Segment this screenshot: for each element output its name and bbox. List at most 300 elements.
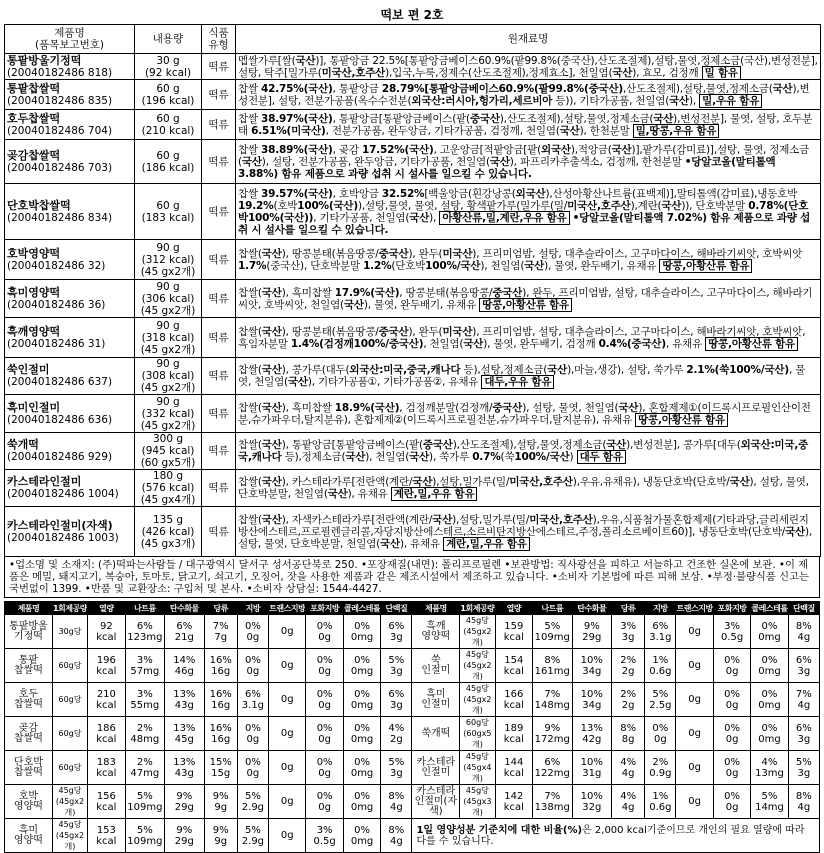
nutrition-chol-value: 0% <box>761 722 778 734</box>
nutrition-kcal <box>88 649 125 683</box>
nutrition-carb-value: 13% <box>580 722 603 734</box>
nutrition-fat <box>645 615 676 649</box>
ingredient-text: , 천일염( <box>423 337 464 350</box>
nutrition-na-amount: 122mg <box>534 767 570 779</box>
nutrition-na-amount: 172mg <box>534 733 570 745</box>
product-code: (20040182486 31) <box>7 337 106 350</box>
ingredient-text: ), 카스테라가루[전란액(계란/ <box>281 476 413 488</box>
nutrition-kcal-value: 166 <box>504 688 524 700</box>
header-name: 제품명 (품목보고번호) <box>5 25 135 54</box>
product-capacity-cell <box>135 140 202 184</box>
nutrition-pro-amount: 2g <box>389 733 403 745</box>
nutrition-pro-amount: 4g <box>797 631 811 643</box>
ingredient-bold: 국산 <box>729 476 750 488</box>
ingredient-text: ),설탕,밀가루(밀/ <box>432 476 510 488</box>
ingredient-text: ),변성전분], 설탕, 탁주[밀가루( <box>238 54 818 79</box>
nutrition-carb <box>572 615 612 649</box>
nutrition-pro-value: 8% <box>795 620 812 632</box>
product-cap1: 60 g <box>156 82 180 95</box>
ingredient-bold: 미국산,호주산 <box>321 66 386 79</box>
nutrition-pro-amount: 4g <box>797 699 811 711</box>
ingredient-bold: 100%/국산 <box>425 259 481 272</box>
product-cap3: (45 gx4개) <box>140 494 196 506</box>
nutrition-carb-value: 9% <box>176 790 193 802</box>
nutrition-na-value: 5% <box>136 824 153 836</box>
nutrition-sugar-value: 16% <box>209 688 232 700</box>
product-type: 떡류 <box>202 318 236 358</box>
nutrition-kcal-amount: kcal <box>96 767 117 779</box>
nutrition-chol-amount: 0mg <box>758 733 781 745</box>
product-cap2: (576 kcal) <box>141 482 195 494</box>
nutrition-carb-amount: 31g <box>582 767 602 779</box>
product-row <box>5 358 821 395</box>
nutrition-chol-value: 0% <box>354 790 370 802</box>
nutrition-trans: 0g <box>269 785 306 819</box>
nutrition-chol <box>751 751 788 785</box>
nutrition-sat <box>306 683 343 717</box>
nutrition-sugar-value: 7% <box>212 620 229 632</box>
nutrition-chol-amount: 14mg <box>755 801 784 813</box>
product-capacity-cell <box>135 433 202 470</box>
nutrition-chol-amount: 13mg <box>755 767 784 779</box>
product-cap2: (210 kcal) <box>141 124 195 137</box>
nutrition-kcal <box>495 717 532 751</box>
ingredient-text: ), 땅콩분태(볶음땅콩/ <box>281 325 379 338</box>
ingredient-text: ), 완두( <box>408 325 443 338</box>
nutrition-kcal <box>495 649 532 683</box>
nutrition-product-name: 통팥 찹쌀떡 <box>5 649 53 683</box>
nutrition-na-value: 8% <box>544 654 561 666</box>
nutrition-product-name: 흑미 인절미 <box>412 683 460 717</box>
nutrition-sugar <box>612 751 645 785</box>
product-type: 떡류 <box>202 395 236 433</box>
product-cap1: 180 g <box>152 470 184 482</box>
ingredient-text: )), 단호박분말 <box>681 199 749 212</box>
nutrition-chol-value: 0% <box>761 688 778 700</box>
nutrition-trans: 0g <box>676 649 713 683</box>
nutrition-kcal-amount: kcal <box>96 699 117 711</box>
nutrition-serving: 45g당 (45gx2개) <box>460 615 495 649</box>
ingredient-bold: 국산 <box>380 537 400 550</box>
ingredient-bold: 38.97%(국산) <box>261 112 333 125</box>
ingredient-text: ), 프리미엄밤, 설탕, 대추슬라이스, 고구마다이스, 해바라기씨앗, 호박씨앗, 흑임자분말 <box>238 325 806 350</box>
nutrition-kcal <box>88 615 125 649</box>
nutrition-chol-amount: 0mg <box>350 801 374 813</box>
ingredient-bold: 외국산:미국,중국,캐나다 <box>349 364 461 376</box>
nutrition-kcal-value: 159 <box>504 620 524 632</box>
nutrition-fat <box>237 819 268 853</box>
nutrition-pro-value: 6% <box>795 654 812 666</box>
nutrition-trans: 0g <box>676 683 713 717</box>
nutrition-na-amount: 55mg <box>130 699 160 711</box>
nutrition-trans: 0g <box>269 615 306 649</box>
nutrition-kcal-amount: kcal <box>96 733 117 745</box>
nutrition-chol-amount: 0mg <box>350 767 374 779</box>
ingredient-text: )],팥가루(감미료)],설탕, 물엿, 정제소금( <box>238 143 810 168</box>
product-type: 떡류 <box>202 54 236 80</box>
ingredient-text: ,산도조절제),설탕,물엿,정제소금( <box>594 54 745 67</box>
product-ingredients <box>236 395 821 433</box>
nutrition-kcal-amount: kcal <box>96 835 117 847</box>
nutrition-sugar-value: 2% <box>620 654 637 666</box>
nutrition-kcal-value: 142 <box>504 790 524 802</box>
nutrition-kcal-amount: kcal <box>96 665 117 677</box>
ingredient-text: 찹쌀( <box>238 401 262 414</box>
nutrition-chol-amount: 0mg <box>350 699 374 711</box>
nutrition-pro <box>381 751 412 785</box>
nutrition-serving: 60g당 <box>52 751 87 785</box>
nutrition-trans: 0g <box>269 751 306 785</box>
product-ingredients <box>236 470 821 507</box>
ingredient-text: ), 완두, 프리미엄밤, 설탕, 대추슬라이스, 고구마다이스, 해바라기씨앗, 호박씨앗, 천일염( <box>238 286 813 311</box>
nutrition-pro-amount: 3g <box>389 767 403 779</box>
nutrition-trans: 0g <box>676 615 713 649</box>
product-cap2: (426 kcal) <box>141 525 195 538</box>
product-cap3: (45 gx2개) <box>140 419 196 432</box>
nutrition-sat-amount: 0.5g <box>313 835 336 847</box>
nutrition-sat-amount: 0g <box>318 733 331 745</box>
ingredient-bold: 중국산 <box>469 112 500 125</box>
nutrition-kcal-value: 144 <box>504 756 524 768</box>
nutrition-product-name: 곶감 찹쌀떡 <box>5 717 53 751</box>
nutrition-kcal-amount: kcal <box>503 801 524 813</box>
nutrition-na <box>125 751 165 785</box>
nutrition-chol-value: 0% <box>354 688 370 700</box>
product-row <box>5 80 821 110</box>
nutrition-header-cell: 당류 <box>612 602 645 615</box>
nutrition-sat <box>306 717 343 751</box>
product-ingredients <box>236 110 821 140</box>
product-cap1: 60 g <box>156 199 180 212</box>
nutrition-sugar-amount: 4g <box>621 801 635 813</box>
ingredient-bold: 외국산:러시아,헝가리,세르비아 <box>411 94 553 107</box>
product-type: 떡류 <box>202 184 236 240</box>
nutrition-header-cell: 콜레스테롤 <box>343 603 381 613</box>
nutrition-pro-amount: 3g <box>389 699 403 711</box>
ingredient-bold: 국산 <box>261 286 282 299</box>
product-name: 호박영양떡 <box>7 246 61 260</box>
allergen-box: 땅콩,아황산류 함유 <box>479 298 572 312</box>
nutrition-kcal-amount: kcal <box>96 631 117 643</box>
nutrition-sugar-value: 16% <box>209 654 232 666</box>
nutrition-chol <box>751 683 788 717</box>
nutrition-sugar <box>612 649 645 683</box>
product-cap1: 90 g <box>156 241 180 254</box>
product-ingredients <box>236 184 821 240</box>
nutrition-sugar <box>612 717 645 751</box>
nutrition-sat-value: 0% <box>316 722 333 734</box>
nutrition-fat-value: 0% <box>652 722 669 734</box>
product-row <box>5 507 821 557</box>
product-cap1: 60 g <box>156 149 180 162</box>
ingredient-bold: 국산 <box>489 155 510 168</box>
ingredient-text: ), 물엿, 완두배기, 유채유 <box>363 298 480 311</box>
ingredient-bold: 미국산,호주산 <box>509 476 573 488</box>
nutrition-carb-value: 14% <box>173 654 196 666</box>
nutrition-fat-value: 5% <box>652 688 669 700</box>
ingredient-bold: •당알코올(말티톨액 7.02%) 함유 제품으로 과량 섭취 시 설사를 일으킬 수 있습니다. <box>238 211 811 236</box>
nutrition-na-amount: 123mg <box>127 631 163 643</box>
nutrition-product-name: 호박 영양떡 <box>5 785 53 819</box>
ingredient-text: , 호박앙금 <box>332 187 382 200</box>
ingredient-text: , 유채유 <box>665 337 706 350</box>
nutrition-sat-value: 3% <box>316 824 333 836</box>
product-name-cell <box>5 140 135 184</box>
nutrition-fat-amount: 0.9g <box>649 767 672 779</box>
nutrition-serving: 45g당 (45gx2개) <box>460 649 495 683</box>
nutrition-sugar-value: 15% <box>209 756 232 768</box>
product-capacity-cell <box>135 318 202 358</box>
nutrition-chol <box>343 751 380 785</box>
nutrition-na <box>533 785 573 819</box>
nutrition-na-value: 9% <box>544 722 561 734</box>
nutrition-pro <box>381 785 412 819</box>
nutrition-sugar-value: 9% <box>212 790 229 802</box>
nutrition-header-row <box>5 602 820 615</box>
nutrition-na-value: 7% <box>544 688 561 700</box>
product-cap2: (312 kcal) <box>141 253 195 266</box>
ingredient-text: , 물엿, 천일염( <box>238 364 806 388</box>
nutrition-trans: 0g <box>676 751 713 785</box>
ingredient-bold: 39.57%(국산) <box>261 187 333 200</box>
nutrition-na-amount: 109mg <box>127 801 163 813</box>
nutrition-sat <box>306 615 343 649</box>
product-cap1: 90 g <box>156 358 180 370</box>
nutrition-pro-value: 5% <box>388 654 405 666</box>
nutrition-chol <box>343 683 380 717</box>
ingredient-text: ),산도조절제),설탕,물엿,정제소금( <box>452 439 607 451</box>
nutrition-pro <box>788 751 819 785</box>
product-cap3: (45 gx2개) <box>140 343 196 356</box>
nutrition-header-cell: 1회제공량 <box>460 603 495 613</box>
nutrition-header-cell: 당류 <box>204 602 237 615</box>
nutrition-carb-value: 10% <box>580 688 603 700</box>
nutrition-carb-amount: 29g <box>174 835 194 847</box>
nutrition-carb <box>572 649 612 683</box>
product-type: 떡류 <box>202 80 236 110</box>
ingredient-bold: 외국산:미국,중국,캐나다 <box>238 439 809 463</box>
nutrition-trans: 0g <box>269 649 306 683</box>
product-name: 카스테라인절미(자색) <box>7 518 113 532</box>
allergen-box: 아황산류,밀,계란,우유 함유 <box>439 211 569 225</box>
ingredient-bold: 국산 <box>261 325 282 338</box>
nutrition-sat-amount: 0g <box>725 801 739 813</box>
nutrition-carb-value: 13% <box>173 688 196 700</box>
product-capacity-cell <box>135 507 202 557</box>
ingredient-text: , 고운앙금[적팥앙금[팥( <box>433 143 542 156</box>
nutrition-header-cell: 제품명 <box>5 602 53 615</box>
nutrition-sat-amount: 0.5g <box>720 631 744 643</box>
nutrition-carb-value: 9% <box>176 824 193 836</box>
ingredient-bold: 국산 <box>611 143 632 156</box>
nutrition-sat <box>713 717 750 751</box>
product-name-cell <box>5 184 135 240</box>
ingredient-bold: 미국산 <box>442 325 473 338</box>
nutrition-fat-amount: 0g <box>246 665 260 677</box>
nutrition-fat-amount: 0g <box>246 733 260 745</box>
product-name: 쑥인절미 <box>7 363 50 376</box>
nutrition-carb-amount: 32g <box>582 801 602 813</box>
nutrition-header-cell: 열량 <box>88 602 125 615</box>
nutrition-sugar-amount: 16g <box>211 665 231 677</box>
ingredient-bold: 국산 <box>287 376 308 388</box>
nutrition-sat-amount: 0g <box>318 699 331 711</box>
nutrition-sat-amount: 0g <box>725 665 739 677</box>
allergen-box: 대두,우유 함유 <box>481 375 554 389</box>
ingredient-text: , 검정깨분말(검정깨/ <box>399 401 493 414</box>
ingredient-bold: 17.52%(국산) <box>361 143 434 156</box>
product-capacity-cell <box>135 184 202 240</box>
nutrition-carb <box>572 751 612 785</box>
nutrition-header-cell: 트랜스지방 <box>676 603 713 613</box>
product-table-header <box>5 25 821 54</box>
ingredient-text: ), 천일염( <box>365 451 410 463</box>
nutrition-chol-amount: 0mg <box>758 665 781 677</box>
product-row <box>5 140 821 184</box>
product-name-cell <box>5 80 135 110</box>
nutrition-pro-value: 6% <box>795 722 812 734</box>
nutrition-sugar-amount: 4g <box>621 767 635 779</box>
nutrition-fat <box>645 649 676 683</box>
product-type: 떡류 <box>202 507 236 557</box>
nutrition-na-value: 3% <box>136 654 153 666</box>
allergen-box: 밀,땅콩,우유 함유 <box>633 124 720 138</box>
nutrition-kcal <box>495 615 532 649</box>
nutrition-chol-value: 5% <box>761 790 778 802</box>
nutrition-pro-value: 8% <box>388 790 405 802</box>
product-code: (20040182486 704) <box>7 124 113 137</box>
nutrition-chol-value: 4% <box>761 756 778 768</box>
nutrition-header-cell: 단백질 <box>788 602 819 615</box>
product-name-cell <box>5 358 135 395</box>
nutrition-carb-amount: 46g <box>174 665 194 677</box>
product-cap3: (45 gx2개) <box>140 382 196 394</box>
ingredient-bold: 국산 <box>261 476 282 488</box>
nutrition-fat-amount: 0.6g <box>649 801 672 813</box>
nutrition-pro <box>788 649 819 683</box>
ingredient-text: 찹쌀( <box>238 247 262 260</box>
nutrition-sat-value: 3% <box>724 620 740 632</box>
nutrition-product-name: 카스테라 인절미(자색) <box>412 785 460 819</box>
nutrition-pro <box>788 615 819 649</box>
ingredient-bold: 국산 <box>618 401 639 414</box>
nutrition-na <box>125 819 165 853</box>
nutrition-chol-amount: 0mg <box>758 699 781 711</box>
nutrition-sat-amount: 0g <box>318 631 331 643</box>
nutrition-kcal <box>495 751 532 785</box>
nutrition-fat-value: 5% <box>244 790 261 802</box>
nutrition-sugar-amount: 9g <box>214 835 228 847</box>
ingredient-bold: 외국산 <box>541 143 571 156</box>
product-capacity-cell <box>135 80 202 110</box>
product-type: 떡류 <box>202 240 236 280</box>
nutrition-header-cell: 트랜스지방 <box>269 603 306 613</box>
nutrition-header-cell: 나트륨 <box>533 602 573 615</box>
ingredient-text: ), 통팥앙금[통팥앙금베이스(팥( <box>281 439 423 451</box>
product-cap2: (318 kcal) <box>141 331 195 344</box>
ingredient-bold: 1.2% <box>363 259 392 272</box>
nutrition-chol-value: 0% <box>354 756 370 768</box>
doc-title: 떡보 편 2호 <box>380 8 444 22</box>
ingredient-bold: 국산 <box>261 439 282 451</box>
ingredient-bold: 6.51%(미국산) <box>251 124 326 137</box>
nutrition-kcal <box>495 683 532 717</box>
nutrition-pro <box>381 717 412 751</box>
ingredient-bold: 28.79%[통팥앙금베이스60.9%(팥99.8%(중국산) <box>381 82 623 95</box>
notice-text: •업소명 및 소재지: (주)떡파는사람들 / 대구광역시 달서구 성서공단북로 250. •포장재질(내면): 폴리프로필렌 •보관방법: 직사광선을 피하고 서늘하고 건조한 실온에 보관. •이 제품은 메밀, 돼지고기, 복숭아, 토마토, 닭고기, 쇠고기, 오징어, 잣을 사용한 제품과 같은 제조시설에서 제조하고 있습니다. •소비자 기본법에 따른 피해 보상. •부정·불량식품 신고는 국번없이 1399. •반품 및 교환장소: 구입처 및 본사. •소비자 상담실: 1544-4427. <box>4 557 820 598</box>
ingredient-text: ),변성전분], 설탕, 전분가공품(옥수수전분( <box>238 82 810 107</box>
nutrition-carb-amount: 34g <box>582 665 602 677</box>
ingredient-text: ), 콩가루(대두( <box>281 364 350 376</box>
nutrition-na-value: 2% <box>136 756 153 768</box>
nutrition-sugar-amount: 9g <box>214 801 228 813</box>
nutrition-carb-value: 13% <box>173 756 196 768</box>
nutrition-trans: 0g <box>269 683 306 717</box>
product-code: (20040182486 636) <box>7 413 113 426</box>
product-row <box>5 110 821 140</box>
nutrition-header-cell: 지방 <box>645 602 676 615</box>
ingredient-bold: 1.4%(검정깨100%/중국산) <box>290 337 424 350</box>
product-cap1: 90 g <box>156 319 180 332</box>
ingredient-text: ),우유,유채유), 냉동단호박(단호박/ <box>572 476 730 488</box>
product-code: (20040182486 1004) <box>7 488 119 500</box>
ingredient-text: 찹쌀( <box>238 513 262 526</box>
product-type: 떡류 <box>202 470 236 507</box>
nutrition-pro-value: 6% <box>388 620 405 632</box>
ingredient-bold: 국산 <box>432 513 453 526</box>
ingredient-bold: 국산 <box>409 211 430 224</box>
ingredient-text: 등),정제소금( <box>281 451 346 463</box>
ingredient-text: , 기타가공품, 천일염( <box>313 211 410 224</box>
product-row <box>5 184 821 240</box>
ingredient-bold: 0.7% <box>472 451 501 463</box>
product-name-cell <box>5 54 135 80</box>
nutrition-chol <box>751 717 788 751</box>
ingredient-bold: 17.9%(국산) <box>334 286 400 299</box>
nutrition-footnote <box>412 819 820 853</box>
ingredient-bold: 국산 <box>669 94 689 107</box>
product-name: 통팥찹쌀떡 <box>7 81 61 95</box>
nutrition-sat <box>713 615 750 649</box>
product-code: (20040182486 834) <box>7 211 113 224</box>
nutrition-pro <box>788 717 819 751</box>
ingredient-text: ),산성아황산나트륨(표백제)],말티톨액(감미료),냉동호박 <box>545 187 798 200</box>
ingredient-text: 찹쌀 <box>238 187 262 200</box>
nutrition-sugar-amount: 3g <box>621 631 635 643</box>
product-code: (20040182486 1003) <box>7 531 119 544</box>
ingredient-text: ),적앙금( <box>570 143 612 156</box>
ingredient-text: (쑥 <box>500 451 515 463</box>
nutrition-fat-amount: 0g <box>246 767 260 779</box>
nutrition-product-name: 단호박 찹쌀떡 <box>5 751 53 785</box>
nutrition-kcal-value: 154 <box>504 654 524 666</box>
nutrition-sat <box>306 649 343 683</box>
ingredient-text: 찹쌀( <box>238 364 262 376</box>
product-code: (20040182486 929) <box>7 451 113 463</box>
nutrition-pro-value: 6% <box>388 688 405 700</box>
product-cap1: 60 g <box>156 112 180 125</box>
ingredient-bold: 미국산 <box>442 247 473 260</box>
nutrition-carb-amount: 45g <box>174 733 194 745</box>
nutrition-header-cell: 열량 <box>495 602 532 615</box>
nutrition-sat <box>306 819 343 853</box>
nutrition-sugar <box>204 649 237 683</box>
nutrition-fat-amount: 3.1g <box>649 631 672 643</box>
nutrition-na <box>533 717 573 751</box>
nutrition-chol <box>343 785 380 819</box>
nutrition-kcal <box>88 751 125 785</box>
nutrition-chol-amount: 0mg <box>350 665 374 677</box>
